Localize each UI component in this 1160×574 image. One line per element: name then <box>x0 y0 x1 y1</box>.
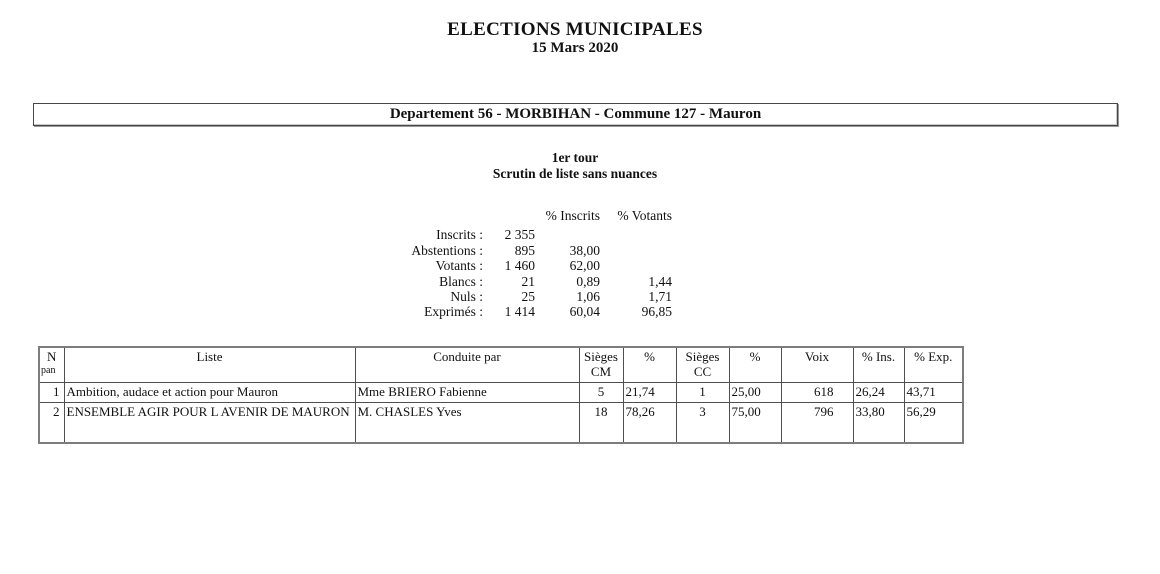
cell-sieges-cm: 18 <box>579 402 623 443</box>
cell-sieges-cc: 1 <box>676 382 729 402</box>
cell-pct-exp: 56,29 <box>904 402 963 443</box>
cc-label: CC <box>693 364 712 379</box>
stat-pct-votants: 1,44 <box>648 273 672 289</box>
col-header-conduite-par: Conduite par <box>355 347 579 382</box>
location-banner <box>33 103 1118 126</box>
cell-voix: 796 <box>781 402 853 443</box>
stat-pct-inscrits: 1,06 <box>576 289 600 305</box>
stat-label: Inscrits : <box>436 227 483 243</box>
location-banner-text: Departement 56 - MORBIHAN - Commune 127 - Mauron <box>389 106 762 122</box>
stat-pct-inscrits: 60,04 <box>569 304 600 320</box>
participation-summary <box>373 208 672 320</box>
cell-numero-panneau: 2 <box>39 402 64 443</box>
stat-count: 25 <box>521 289 535 305</box>
cell-sieges-cc: 3 <box>676 402 729 443</box>
round-title: 1er tour <box>551 150 599 165</box>
results-table <box>38 346 964 444</box>
col-header-numero-panneau <box>39 347 64 382</box>
stat-pct-inscrits: 62,00 <box>569 258 600 274</box>
col-header-sieges-cm <box>579 347 623 382</box>
stat-label: Blancs : <box>439 273 483 289</box>
col-header-pct-cm: % <box>623 347 676 382</box>
stat-count: 895 <box>514 242 535 258</box>
stat-pct-inscrits: 38,00 <box>569 242 600 258</box>
participation-row-blancs <box>373 274 672 289</box>
cell-liste: Ambition, audace et action pour Mauron <box>64 382 355 402</box>
stat-label: Votants : <box>435 258 483 274</box>
results-header-row <box>39 347 963 382</box>
stat-count: 21 <box>521 273 535 289</box>
col-header-sieges-cc <box>676 347 729 382</box>
ballot-type: Scrutin de liste sans nuances <box>492 165 658 181</box>
document-header <box>0 20 1150 57</box>
participation-row-exprimes <box>373 304 672 319</box>
stat-label: Abstentions : <box>411 242 483 258</box>
col-header-pct-cc: % <box>729 347 781 382</box>
participation-row-nuls <box>373 289 672 304</box>
stat-label: Exprimés : <box>424 304 483 320</box>
stat-count: 2 355 <box>504 227 535 243</box>
numero-label: N <box>47 349 57 364</box>
cell-numero-panneau: 1 <box>39 382 64 402</box>
cell-pct-cc: 25,00 <box>729 382 781 402</box>
sieges-label: Sièges <box>584 349 618 364</box>
cell-pct-cm: 78,26 <box>623 402 676 443</box>
cell-pct-exp: 43,71 <box>904 382 963 402</box>
cell-pct-cc: 75,00 <box>729 402 781 443</box>
election-date: 15 Mars 2020 <box>531 40 619 56</box>
stat-pct-votants <box>600 243 672 258</box>
participation-row-abstentions <box>373 243 672 258</box>
cell-voix: 618 <box>781 382 853 402</box>
cell-pct-ins: 26,24 <box>853 382 904 402</box>
stat-pct-votants: 96,85 <box>641 304 672 320</box>
page-title: ELECTIONS MUNICIPALES <box>447 19 703 40</box>
stat-count: 1 414 <box>504 304 535 320</box>
sieges-label: Sièges <box>685 349 720 364</box>
cell-conduite-par: M. CHASLES Yves <box>355 402 579 443</box>
stat-pct-inscrits: 0,89 <box>576 273 600 289</box>
participation-header-row <box>373 208 672 227</box>
participation-row-votants <box>373 258 672 273</box>
participation-row-inscrits <box>373 227 672 242</box>
empty-cell <box>483 208 535 227</box>
col-header-pct-votants: % Votants <box>617 208 672 223</box>
stat-pct-votants: 1,71 <box>648 289 672 305</box>
stat-pct-inscrits <box>535 227 600 242</box>
stat-count: 1 460 <box>504 258 535 274</box>
cell-conduite-par: Mme BRIERO Fabienne <box>355 382 579 402</box>
col-header-liste: Liste <box>64 347 355 382</box>
stat-label: Nuls : <box>450 289 483 305</box>
cell-pct-ins: 33,80 <box>853 402 904 443</box>
col-header-pct-ins: % Ins. <box>853 347 904 382</box>
round-block <box>0 150 1150 181</box>
cell-liste: ENSEMBLE AGIR POUR L AVENIR DE MAURON <box>64 402 355 443</box>
empty-cell <box>373 208 483 227</box>
table-row <box>39 382 963 402</box>
stat-pct-votants <box>600 258 672 273</box>
col-header-pct-inscrits: % Inscrits <box>545 208 600 223</box>
cell-sieges-cm: 5 <box>579 382 623 402</box>
stat-pct-votants <box>600 227 672 242</box>
cm-label: CM <box>590 364 612 379</box>
col-header-voix: Voix <box>781 347 853 382</box>
table-row <box>39 402 963 443</box>
col-header-pct-exp: % Exp. <box>904 347 963 382</box>
cell-pct-cm: 21,74 <box>623 382 676 402</box>
panneau-label: pan <box>41 365 56 376</box>
